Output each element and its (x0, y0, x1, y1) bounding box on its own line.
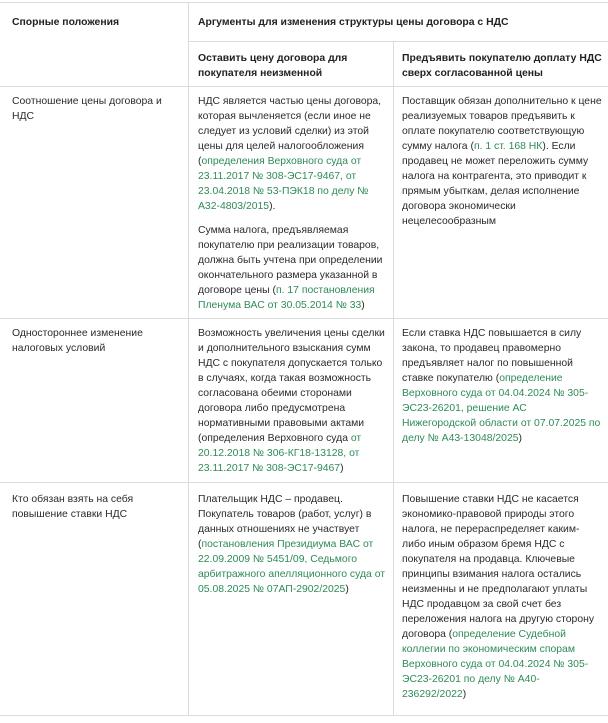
paragraph-tail: ) (361, 300, 365, 311)
paragraph-text: Сумма налога, предъявляемая покупателю при реализации товаров, должна быть учтена при определении окончательного размера указанной в договоре цены ( (198, 225, 383, 296)
paragraph (402, 326, 602, 446)
paragraph-tail: ). Если продавец не может переложить сумму налога на контрагента, это приводит к прямым убыткам, делая исполнение договора экономически нецелесообразным (402, 141, 589, 227)
row-3-keep-price (198, 492, 388, 597)
header-bottom-border (0, 86, 608, 87)
row-2-label: Одностороннее изменение налоговых условий (12, 328, 143, 354)
legal-reference-link[interactable]: от 20.12.2018 № 306-КГ18-13128, от 23.11.2017 № 308-ЭС17-9467 (198, 433, 362, 474)
row-3-label: Кто обязан взять на себя повышение ставки НДС (12, 494, 134, 520)
row-3-border (0, 715, 608, 716)
legal-reference-link[interactable]: определение Судебной коллегии по экономическим спорам Верховного суда от 04.04.2024 № 305-ЭС23-26201 по делу № А40-236292/2022 (402, 629, 589, 700)
legal-reference-link[interactable]: определение Верховного суда от 04.04.2024 № 305-ЭС23-26201, решение АС Нижегородской области от 07.07.2025 по делу № А43-13048/2025 (402, 373, 601, 444)
paragraph-text: НДС является частью цены договора, которая вычленяется (если иное не следует из условий сделки) из этой цены для целей налогообложения ( (198, 96, 382, 167)
paragraph (402, 94, 602, 229)
row-2-extra-vat (402, 326, 602, 446)
paragraph (198, 326, 388, 476)
paragraph-tail: ) (518, 433, 522, 444)
group-header-divider (188, 41, 608, 42)
paragraph-text: Повышение ставки НДС не касается экономико-правовой природы этого налога, не перераспределяет каким-либо иным образом бремя НДС с покупателя на продавца. Ключевые принципы взимания налога остались неизменны и не предполагают уплаты НДС продавцом за свой счет без переложения налога на другую сторону договора ( (402, 494, 595, 640)
legal-reference-link[interactable]: п. 17 постановления Пленума ВАС от 30.05.2014 № 33 (198, 285, 375, 311)
header-keep-price: Оставить цену договора для покупателя неизменной (198, 53, 348, 79)
column-divider-1 (188, 2, 189, 715)
row-1-keep-price (198, 94, 388, 313)
legal-reference-link[interactable]: постановления Президиума ВАС от 22.09.2009 № 5451/09, Седьмого арбитражного апелляционного суда от 05.08.2025 № 07АП-2902/2025 (198, 539, 386, 595)
paragraph-tail: ) (345, 584, 349, 595)
legal-reference-link[interactable]: п. 1 ст. 168 НК (473, 141, 543, 152)
paragraph (198, 94, 388, 214)
column-divider-2 (393, 41, 394, 715)
header-disputed-points: Спорные положения (12, 17, 120, 28)
paragraph (198, 223, 388, 313)
paragraph (198, 492, 388, 597)
legal-reference-link[interactable]: определения Верховного суда от 23.11.2017 № 308-ЭС17-9467, от 23.04.2018 № 53-ПЭК18 по делу № А32-4803/2015 (198, 156, 369, 212)
header-extra-vat: Предъявить покупателю доплату НДС сверх согласованной цены (402, 53, 602, 79)
paragraph (402, 492, 602, 702)
paragraph-tail: ) (462, 689, 467, 700)
paragraph-text: Если ставка НДС повышается в силу закона, то продавец правомерно предъявляет налог по повышенной ставке покупателю ( (402, 328, 582, 384)
paragraph-tail: ) (340, 463, 344, 474)
row-3-extra-vat (402, 492, 602, 702)
paragraph-text: Возможность увеличения цены сделки и дополнительного взыскания сумм НДС с покупателя допускается только в случаях, когда такая возможность согласована обеими сторонами договора либо предусмотрена нормативными правовыми актами (определения Верховного суда (198, 328, 385, 444)
row-2-keep-price (198, 326, 388, 476)
row-1-extra-vat (402, 94, 602, 229)
paragraph-text: Плательщик НДС – продавец. Покупатель товаров (работ, услуг) в данных отношениях не участвует ( (198, 494, 372, 550)
paragraph-tail: ). (269, 201, 276, 212)
header-arguments-group: Аргументы для изменения структуры цены договора с НДС (198, 17, 509, 28)
paragraph-text: Поставщик обязан дополнительно к цене реализуемых товаров предъявить к оплате покупателю соответствующую сумму налога ( (402, 96, 602, 152)
row-1-border (0, 318, 608, 319)
row-1-label: Соотношение цены договора и НДС (12, 96, 162, 122)
table-top-border (0, 2, 608, 3)
row-2-border (0, 482, 608, 483)
